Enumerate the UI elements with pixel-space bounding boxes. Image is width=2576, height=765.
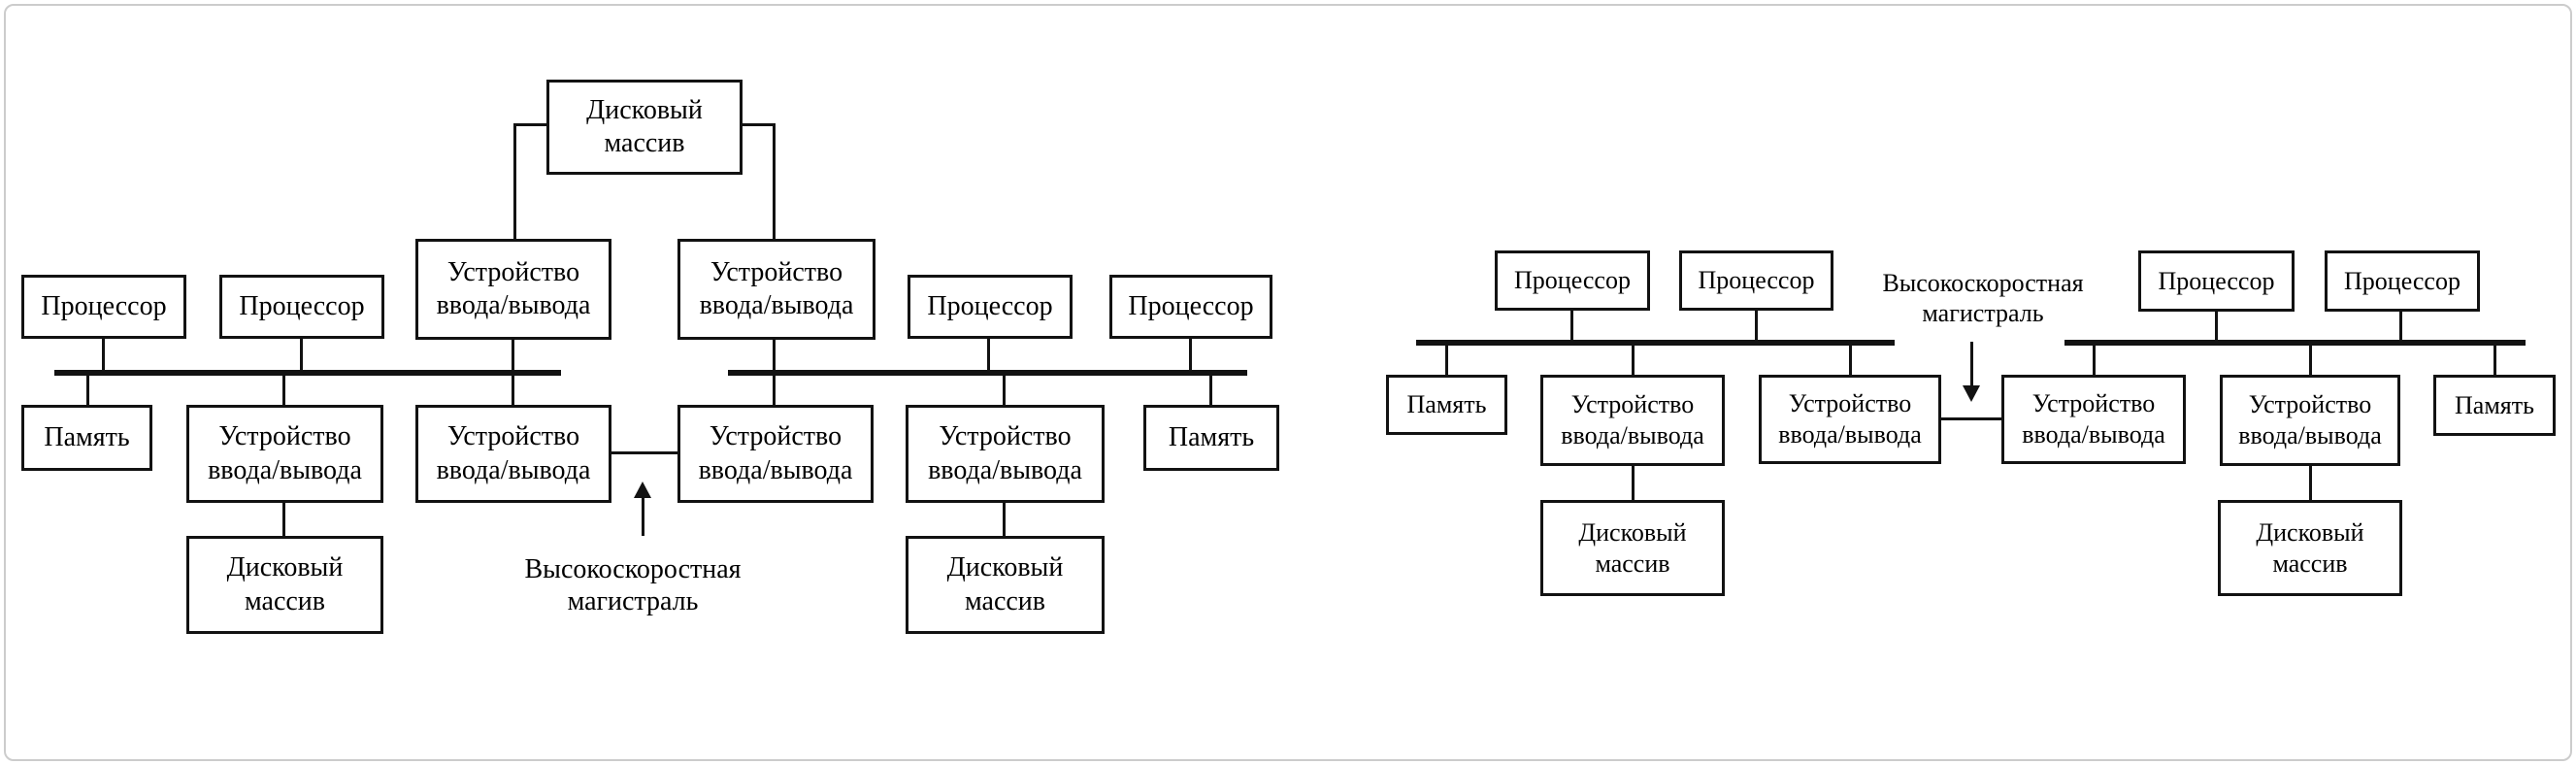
screenshot-frame [4, 4, 2572, 761]
right-memory-box-2: Память [2433, 375, 2556, 436]
connector-line [300, 339, 303, 371]
left-processor-box-2: Процессор [219, 275, 384, 339]
arrow-shaft [642, 497, 644, 536]
left-io-device-box-top-2: Устройство ввода/вывода [677, 239, 875, 340]
connector-line [2399, 312, 2402, 340]
left-processor-box-4: Процессор [1109, 275, 1272, 339]
left-memory-box-1: Память [21, 405, 152, 471]
connector-line [1632, 346, 1635, 375]
left-disk-array-box-bottom-1: Дисковый массив [186, 536, 383, 634]
connector-line [86, 376, 89, 405]
connector-line [2493, 346, 2496, 375]
left-io-device-box-bottom-3: Устройство ввода/вывода [677, 405, 874, 503]
connector-line [1849, 346, 1852, 375]
connector-line [741, 123, 776, 126]
right-io-device-box-3: Устройство ввода/вывода [2001, 375, 2186, 464]
connector-line [1189, 339, 1192, 371]
bus-line-right-cluster [728, 370, 1247, 376]
connector-line [513, 123, 516, 239]
high-speed-link-line [1941, 417, 2001, 420]
connector-line [102, 339, 105, 371]
connector-line [1003, 376, 1006, 405]
right-memory-box-1: Память [1386, 375, 1507, 435]
right-io-device-box-4: Устройство ввода/вывода [2220, 375, 2400, 466]
right-processor-box-3: Процессор [2138, 250, 2295, 312]
connector-line [1209, 376, 1212, 405]
right-disk-array-box-1: Дисковый массив [1540, 500, 1725, 596]
right-processor-box-4: Процессор [2325, 250, 2480, 312]
connector-line [282, 503, 285, 536]
left-disk-array-top-box: Дисковый массив [546, 80, 743, 175]
left-disk-array-box-bottom-2: Дисковый массив [906, 536, 1105, 634]
bus-label: Высокоскоростная магистраль [524, 554, 742, 616]
right-processor-box-2: Процессор [1679, 250, 1833, 311]
left-processor-box-3: Процессор [908, 275, 1073, 339]
connector-line [513, 123, 548, 126]
left-io-device-box-bottom-1: Устройство ввода/вывода [186, 405, 383, 503]
connector-line [773, 123, 776, 239]
left-io-device-box-bottom-4: Устройство ввода/вывода [906, 405, 1105, 503]
connector-line [2309, 466, 2312, 500]
connector-line [1445, 346, 1448, 375]
right-processor-box-1: Процессор [1495, 250, 1650, 311]
arrow-down-icon [1963, 385, 1980, 402]
connector-line [1755, 311, 1758, 340]
connector-line [2215, 312, 2218, 340]
connector-line [1003, 503, 1006, 536]
arrow-shaft [1970, 342, 1973, 386]
connector-line [1570, 311, 1573, 340]
connector-line [282, 376, 285, 405]
left-io-device-box-top-1: Устройство ввода/вывода [415, 239, 611, 340]
left-processor-box-1: Процессор [21, 275, 186, 339]
bus-line-left-cluster [1416, 340, 1895, 346]
right-disk-array-box-2: Дисковый массив [2218, 500, 2402, 596]
high-speed-link-line [611, 451, 677, 454]
right-io-device-box-1: Устройство ввода/вывода [1540, 375, 1725, 466]
arrow-up-icon [634, 482, 651, 498]
left-io-device-box-bottom-2: Устройство ввода/вывода [415, 405, 611, 503]
right-io-device-box-2: Устройство ввода/вывода [1759, 375, 1941, 464]
connector-line [2309, 346, 2312, 375]
left-memory-box-2: Память [1143, 405, 1279, 471]
connector-line [2093, 346, 2096, 375]
connector-line [1632, 466, 1635, 500]
connector-line [987, 339, 990, 371]
bus-line-right-cluster [2064, 340, 2526, 346]
bus-line-left-cluster [54, 370, 561, 376]
bus-label: Высокоскоростная магистраль [1882, 269, 2084, 327]
